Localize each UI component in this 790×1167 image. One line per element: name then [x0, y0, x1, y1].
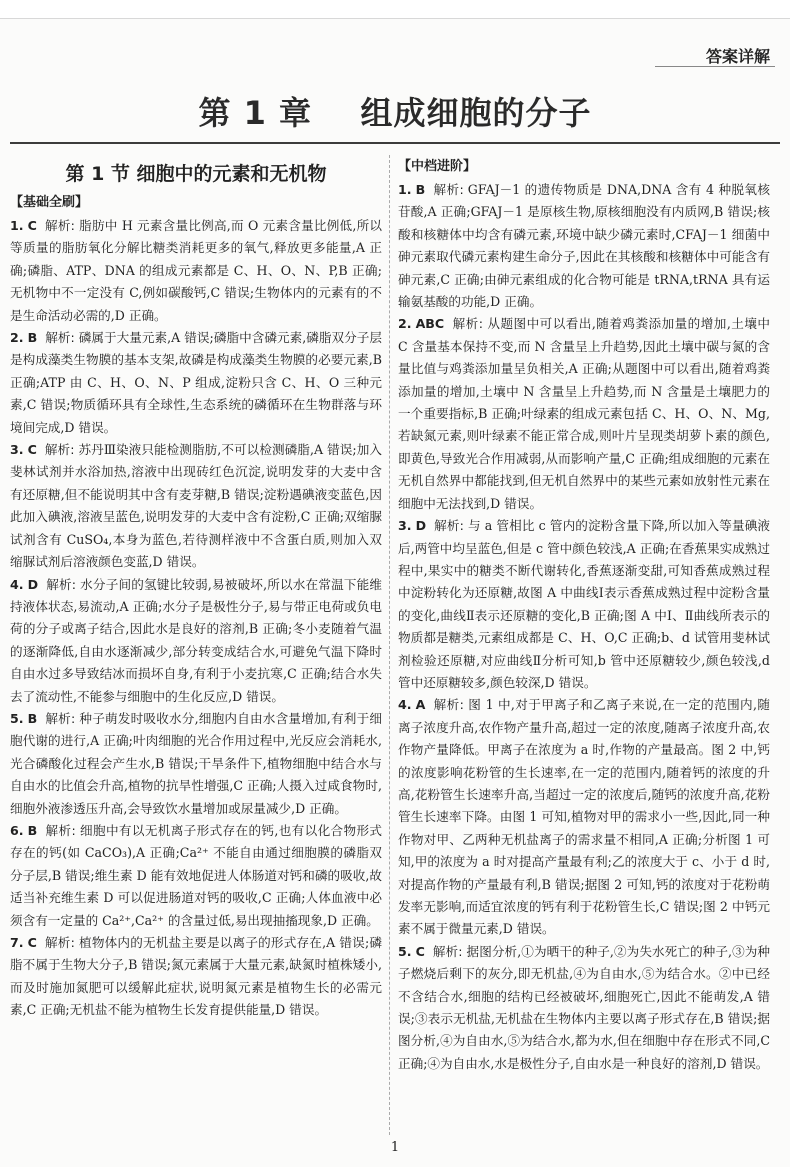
answer-choice: B	[27, 822, 38, 838]
analysis-label: 解析:	[44, 442, 75, 458]
answer-choice: D	[27, 576, 39, 592]
question-number: 5.	[398, 943, 412, 959]
analysis-label: 解析:	[433, 697, 464, 713]
answer-item	[10, 932, 382, 1022]
analysis-text: 脂肪中 H 元素含量比例高,而 O 元素含量比例低,所以等质量的脂肪氧化分解比糖类消耗更多的氧气,释放更多能量,A 正确;磷脂、ATP、DNA 的组成元素都是 C、H、O、N、P,B 正确;无机物中不一定没有 C,例如碳酸钙,C 错误;生物体内的元素有的不是生命活动必需的,D 正确。	[10, 218, 382, 323]
analysis-text: 图 1 中,对于甲离子和乙离子来说,在一定的范围内,随离子浓度升高,农作物产量升高,超过一定的浓度,随离子浓度升高,农作物产量降低。甲离子在浓度为 a 时,作物的产量最高。图 2 中,钙的浓度影响花粉管的生长速率,在一定的范围内,随着钙的浓度的升高,花粉管生长速率升高,当超过一定的浓度后,随钙的浓度升高,花粉管生长速率下降。由图 1 可知,植物对甲的需求小一些,因此,同一种作物对甲、乙两种无机盐离子的需求量不相同,A 正确;分析图 1 可知,甲的浓度为 a 时对提高产量最有利;乙的浓度大于 c、小于 d 时,对提高作物的产量最有利,B 错误;据图 2 可知,钙的浓度对于花粉萌发率无影响,而适宜浓度的钙有利于花粉管生长,C 错误;图 2 中钙元素不属于微量元素,D 错误。	[398, 697, 770, 937]
answer-choice: B	[415, 182, 426, 197]
analysis-label: 解析:	[434, 518, 464, 534]
intermediate-practice-tag: 【中档进阶】	[398, 159, 477, 174]
analysis-text: 从题图中可以看出,随着鸡粪添加量的增加,土壤中 C 含量基本保持不变,而 N 含量呈上升趋势,因此土壤中碳与氮的含量比值与鸡粪添加量呈负相关,A 正确;从题图中可以看出,随着鸡粪添加量的增加,土壤中 N 含量呈上升趋势,而 N 含量是土壤肥力的一个重要指标,B 正确;叶绿素的组成元素包括 C、H、O、N、Mg,若缺氮元素,则叶绿素不能正常合成,则叶片呈现类胡萝卜素的颜色,即黄色,导致光合作用减弱,从而影响产量,C 正确;组成细胞的元素在无机自然界中都能找到,但无机自然界中的某些元素如放射性元素在细胞中无法找到,D 错误。	[398, 316, 770, 511]
answer-choice: C	[27, 442, 37, 458]
left-column	[10, 155, 382, 1135]
page-number: 1	[390, 1140, 400, 1155]
answer-choice: C	[415, 943, 425, 959]
page-top-margin	[0, 0, 790, 18]
analysis-text: 苏丹Ⅲ染液只能检测脂肪,不可以检测磷脂,A 错误;加入斐林试剂并水浴加热,溶液中出现砖红色沉淀,说明发芽的大麦中含有还原糖,但不能说明其中含有麦芽糖,B 错误;淀粉遇碘液变蓝色,因此加入碘液,溶液呈蓝色,说明发芽的大麦中含有淀粉,C 正确;双缩脲试剂含有 CuSO₄,本身为蓝色,若待测样液中不含蛋白质,则加入双缩脲试剂后溶液颜色变蓝,D 错误。	[10, 442, 382, 570]
section-title: 第 1 节 细胞中的元素和无机物	[65, 163, 327, 185]
right-column	[398, 155, 770, 1135]
right-answer-list	[398, 179, 770, 1075]
answer-item	[10, 574, 382, 708]
answer-choice: C	[27, 935, 37, 950]
answer-item	[398, 515, 770, 694]
chapter-title: 第 1 章 组成细胞的分子	[198, 94, 592, 132]
analysis-label: 解析:	[45, 822, 76, 838]
question-number: 7.	[10, 935, 24, 950]
answer-item	[398, 941, 770, 1075]
analysis-label: 解析:	[452, 316, 483, 332]
basic-practice-tag: 【基础全刷】	[10, 195, 89, 210]
header-rule	[655, 66, 775, 67]
answer-choice: ABC	[415, 316, 445, 332]
analysis-text: 细胞中有以无机离子形式存在的钙,也有以化合物形式存在的钙(如 CaCO₃),A 正确;Ca²⁺ 不能自由通过细胞膜的磷脂双分子层,B 错误;维生素 D 能有效地促进人体肠道对钙和磷的吸收,故适当补充维生素 D 可以促进肠道对钙的吸收,C 正确;人体血液中必须含有一定量的 Ca²⁺,Ca²⁺ 的含量过低,易出现抽搐现象,D 正确。	[10, 822, 382, 928]
analysis-text: 与 a 管相比 c 管内的淀粉含量下降,所以加入等量碘液后,两管中均呈蓝色,但是 c 管中颜色较浅,A 正确;在香蕉果实成熟过程中,果实中的糖类不断代谢转化,香蕉逐渐变甜,可知香蕉成熟过程中淀粉转化为还原糖,故图 A 中曲线Ⅰ表示香蕉成熟过程中淀粉含量的变化,曲线Ⅱ表示还原糖的变化,B 正确;图 A 中Ⅰ、Ⅱ曲线所表示的物质都是糖类,元素组成都是 C、H、O,C 正确;b、d 试管用斐林试剂检验还原糖,对应曲线Ⅱ分析可知,b 管中还原糖较少,颜色较浅,d 管中还原糖较多,颜色较深,D 错误。	[398, 518, 770, 690]
question-number: 3.	[398, 518, 412, 534]
analysis-label: 解析:	[45, 710, 76, 726]
answer-item	[398, 313, 770, 515]
question-number: 4.	[398, 697, 412, 713]
answer-item	[398, 179, 770, 313]
answer-item	[10, 439, 382, 573]
analysis-label: 解析:	[44, 218, 75, 233]
answer-item	[10, 708, 382, 820]
analysis-text: 磷属于大量元素,A 错误;磷脂中含磷元素,磷脂双分子层是构成藻类生物膜的基本支架,故磷是构成藻类生物膜的必要元素,B 正确;ATP 由 C、H、O、N、P 组成,淀粉只含 C、H、O 三种元素,C 错误;物质循环具有全球性,生态系统的磷循环在生物群落与环境间完成,D 错误。	[10, 330, 382, 435]
question-number: 2.	[10, 330, 24, 346]
analysis-text: 种子萌发时吸收水分,细胞内自由水含量增加,有利于细胞代谢的进行,A 正确;叶肉细胞的光合作用过程中,光反应会消耗水,光合磷酸化过程会产生水,B 错误;干旱条件下,植物细胞中结合水与自由水的比值会升高,植物的抗旱性增强,C 正确;人摄入过咸食物时,细胞外液渗透压升高,会导致饮水量增加或尿量减少,D 正确。	[10, 710, 382, 816]
answer-choice: D	[415, 518, 427, 534]
question-number: 1.	[10, 218, 24, 233]
analysis-label: 解析:	[433, 182, 464, 197]
answer-choice: A	[415, 697, 426, 713]
answer-item	[398, 694, 770, 940]
question-number: 3.	[10, 442, 24, 458]
analysis-label: 解析:	[44, 935, 75, 950]
question-number: 4.	[10, 576, 24, 592]
analysis-text: 水分子间的氢键比较弱,易被破坏,所以水在常温下能维持液体状态,易流动,A 正确;水分子是极性分子,易与带正电荷或负电荷的分子或离子结合,因此水是良好的溶剂,B 正确;冬小麦随着气温的逐渐降低,自由水逐渐减少,部分转变成结合水,可避免气温下降时自由水过多导致结冰而损坏自身,有利于小麦抗寒,C 正确;结合水失去了流动性,不能参与细胞中的生化反应,D 错误。	[10, 576, 382, 704]
analysis-text: 植物体内的无机盐主要是以离子的形式存在,A 错误;磷脂不属于生物大分子,B 错误;氮元素属于大量元素,缺氮时植株矮小,而及时施加氮肥可以缓解此症状,说明氮元素是植物生长的必需元素,C 正确;无机盐不能为植物生长发育提供能量,D 错误。	[10, 935, 382, 1018]
answer-choice: B	[27, 710, 38, 726]
answer-choice: B	[27, 330, 38, 346]
question-number: 6.	[10, 822, 24, 838]
answer-item	[10, 215, 382, 327]
running-header: 答案详解	[705, 47, 770, 66]
page-edge-line	[0, 18, 790, 19]
answer-choice: C	[27, 218, 37, 233]
chapter-rule	[10, 142, 780, 144]
analysis-label: 解析:	[432, 943, 463, 959]
question-number: 1.	[398, 182, 412, 197]
column-divider	[389, 155, 390, 1135]
analysis-text: 据图分析,①为晒干的种子,②为失水死亡的种子,③为种子燃烧后剩下的灰分,即无机盐,④为自由水,⑤为结合水。②中已经不含结合水,细胞的结构已经被破坏,细胞死亡,因此不能萌发,A 错误;③表示无机盐,无机盐在生物体内主要以离子形式存在,B 错误;据图分析,④为自由水,⑤为结合水,都为水,但在细胞中存在形式不同,C 正确;④为自由水,水是极性分子,自由水是一种良好的溶剂,D 错误。	[398, 943, 770, 1071]
analysis-text: GFAJ－1 的遗传物质是 DNA,DNA 含有 4 种脱氧核苷酸,A 正确;GFAJ－1 是原核生物,原核细胞没有内质网,B 错误;核酸和核糖体中均含有磷元素,环境中缺少磷元素时,CFAJ－1 细菌中砷元素取代磷元素构建生命分子,因此在其核酸和核糖体中可能含有砷元素,C 正确;由砷元素组成的化合物可能是 tRNA,tRNA 具有运输氨基酸的功能,D 正确。	[398, 182, 770, 310]
question-number: 5.	[10, 710, 24, 726]
analysis-label: 解析:	[45, 330, 75, 346]
left-answer-list	[10, 215, 382, 1022]
answer-item	[10, 327, 382, 439]
analysis-label: 解析:	[46, 576, 76, 592]
question-number: 2.	[398, 316, 412, 332]
answer-item	[10, 820, 382, 932]
